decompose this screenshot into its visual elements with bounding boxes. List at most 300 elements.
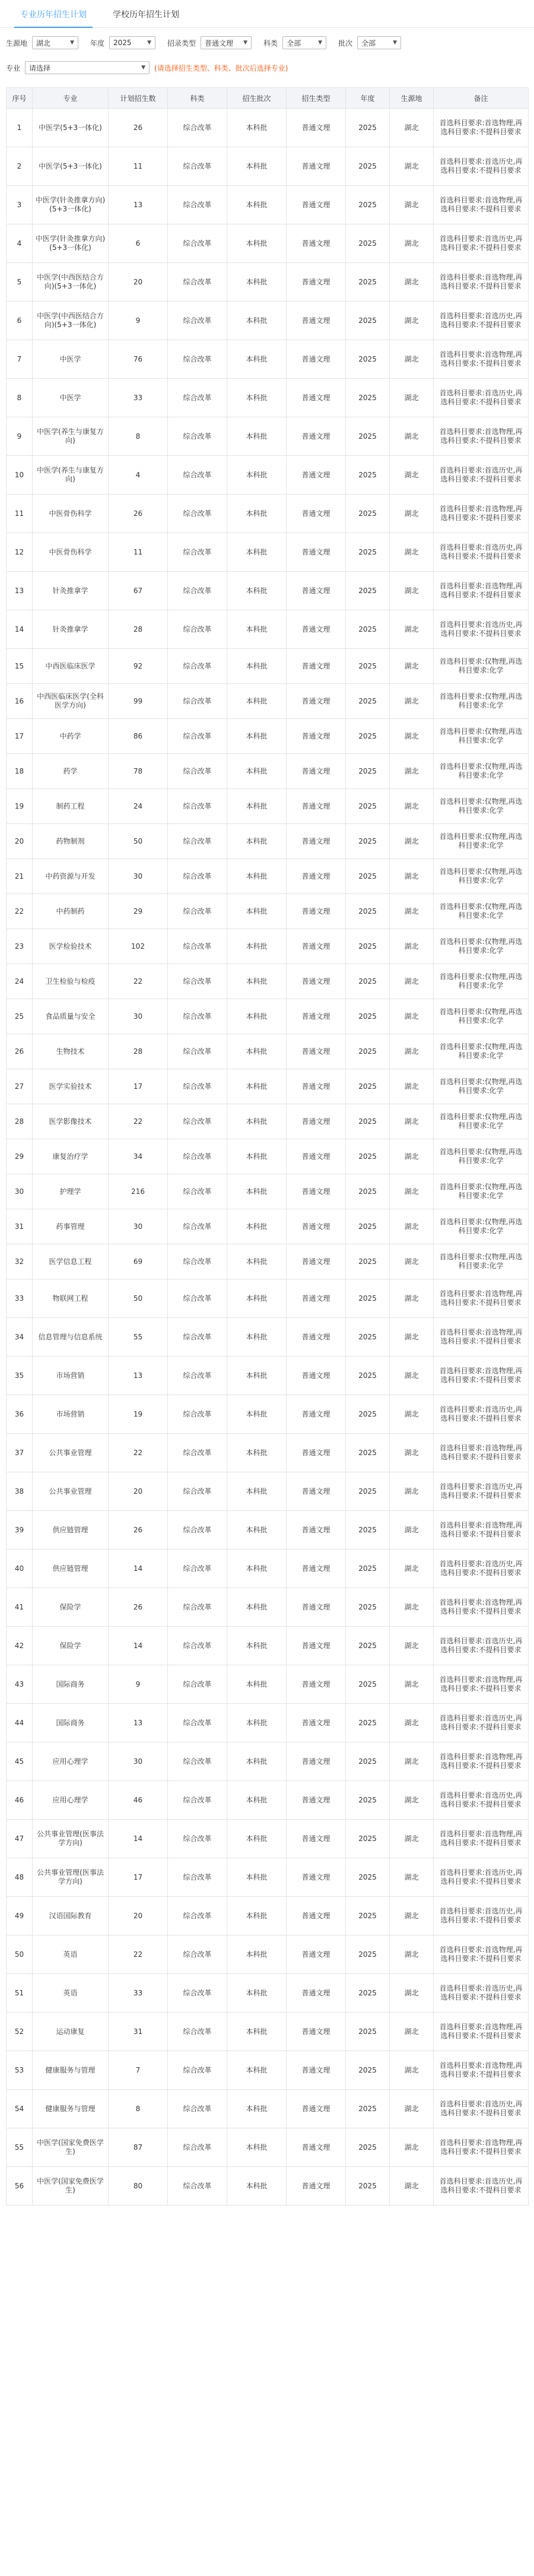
row-number: 23 [7, 929, 33, 964]
row-number: 56 [7, 2167, 33, 2206]
admission-type: 普通文理 [287, 2167, 346, 2206]
admission-type: 普通文理 [287, 1588, 346, 1627]
row-number: 15 [7, 649, 33, 684]
type-label: 招录类型 [167, 39, 196, 47]
table-row [7, 1935, 529, 1974]
admission-batch: 本科批 [227, 1209, 287, 1244]
remark: 首选科目要求:首选历史,再选科目要求:不提科目要求 [434, 1627, 529, 1665]
admission-type: 普通文理 [287, 1139, 346, 1174]
year-select[interactable] [109, 36, 155, 49]
admission-type: 普通文理 [287, 417, 346, 456]
year: 2025 [346, 2128, 390, 2167]
remark: 首选科目要求:仅物理,再选科目要求:化学 [434, 999, 529, 1034]
plan-count: 19 [109, 1395, 168, 1434]
source-region: 湖北 [390, 1820, 434, 1858]
table-row [7, 224, 529, 263]
major-name: 针灸推拿学 [33, 572, 109, 610]
row-number: 20 [7, 824, 33, 859]
admission-batch: 本科批 [227, 1434, 287, 1472]
source-region: 湖北 [390, 2167, 434, 2206]
source-region: 湖北 [390, 1742, 434, 1781]
source-region: 湖北 [390, 1034, 434, 1069]
major-name: 中医学 [33, 379, 109, 417]
remark: 首选科目要求:首选物理,再选科目要求:不提科目要求 [434, 2013, 529, 2051]
major-name: 中医骨伤科学 [33, 495, 109, 533]
chevron-down-icon: ▼ [147, 40, 152, 46]
subject-type: 综合改革 [168, 859, 227, 894]
row-number: 25 [7, 999, 33, 1034]
admission-batch: 本科批 [227, 929, 287, 964]
plan-count: 67 [109, 572, 168, 610]
remark: 首选科目要求:仅物理,再选科目要求:化学 [434, 1034, 529, 1069]
major-name: 应用心理学 [33, 1781, 109, 1820]
row-number: 17 [7, 719, 33, 754]
subject-type: 综合改革 [168, 1704, 227, 1742]
admission-batch: 本科批 [227, 1069, 287, 1104]
source-region: 湖北 [390, 224, 434, 263]
major-name: 公共事业管理(医事法学方向) [33, 1858, 109, 1897]
major-name: 运动康复 [33, 2013, 109, 2051]
row-number: 32 [7, 1244, 33, 1279]
admission-type: 普通文理 [287, 859, 346, 894]
major-name: 卫生检验与检疫 [33, 964, 109, 999]
plan-count: 14 [109, 1550, 168, 1588]
major-name: 保险学 [33, 1588, 109, 1627]
remark: 首选科目要求:首选历史,再选科目要求:不提科目要求 [434, 147, 529, 186]
plan-count: 50 [109, 1279, 168, 1318]
major-select[interactable] [25, 61, 150, 74]
tab-bar [0, 0, 534, 28]
subject-type: 综合改革 [168, 1897, 227, 1935]
source-region: 湖北 [390, 1897, 434, 1935]
subject-type: 综合改革 [168, 1974, 227, 2013]
source-region: 湖北 [390, 964, 434, 999]
admission-batch: 本科批 [227, 2090, 287, 2128]
header-col-plan: 计划招生数 [109, 88, 168, 109]
row-number: 37 [7, 1434, 33, 1472]
table-row [7, 572, 529, 610]
source-region: 湖北 [390, 649, 434, 684]
year: 2025 [346, 1209, 390, 1244]
chevron-down-icon: ▼ [243, 40, 248, 46]
major-name: 中医学 [33, 340, 109, 379]
year: 2025 [346, 1174, 390, 1209]
table-row [7, 456, 529, 495]
year: 2025 [346, 1897, 390, 1935]
remark: 首选科目要求:仅物理,再选科目要求:化学 [434, 684, 529, 719]
remark: 首选科目要求:首选物理,再选科目要求:不提科目要求 [434, 1357, 529, 1395]
admission-batch: 本科批 [227, 1034, 287, 1069]
major-name: 公共事业管理(医事法学方向) [33, 1820, 109, 1858]
row-number: 53 [7, 2051, 33, 2090]
row-number: 4 [7, 224, 33, 263]
row-number: 38 [7, 1472, 33, 1511]
source-region: 湖北 [390, 1318, 434, 1357]
admission-type: 普通文理 [287, 340, 346, 379]
remark: 首选科目要求:首选历史,再选科目要求:不提科目要求 [434, 1472, 529, 1511]
subject-type: 综合改革 [168, 649, 227, 684]
source-region: 湖北 [390, 610, 434, 649]
source-region: 湖北 [390, 894, 434, 929]
row-number: 3 [7, 186, 33, 224]
major-name: 护理学 [33, 1174, 109, 1209]
subject-type: 综合改革 [168, 2051, 227, 2090]
table-row [7, 999, 529, 1034]
table-row [7, 186, 529, 224]
remark: 首选科目要求:首选历史,再选科目要求:不提科目要求 [434, 379, 529, 417]
row-number: 22 [7, 894, 33, 929]
remark: 首选科目要求:仅物理,再选科目要求:化学 [434, 754, 529, 789]
source-region: 湖北 [390, 1627, 434, 1665]
remark: 首选科目要求:仅物理,再选科目要求:化学 [434, 964, 529, 999]
source-region: 湖北 [390, 1588, 434, 1627]
table-row [7, 1781, 529, 1820]
filter-row-major [0, 59, 534, 77]
major-name: 国际商务 [33, 1704, 109, 1742]
admission-type: 普通文理 [287, 719, 346, 754]
table-row [7, 1357, 529, 1395]
remark: 首选科目要求:首选物理,再选科目要求:不提科目要求 [434, 1935, 529, 1974]
admission-type: 普通文理 [287, 1244, 346, 1279]
admission-batch: 本科批 [227, 109, 287, 147]
remark: 首选科目要求:首选物理,再选科目要求:不提科目要求 [434, 1665, 529, 1704]
major-name: 中西医临床医学 [33, 649, 109, 684]
table-row [7, 1472, 529, 1511]
table-row [7, 719, 529, 754]
year: 2025 [346, 1858, 390, 1897]
remark: 首选科目要求:首选物理,再选科目要求:不提科目要求 [434, 1742, 529, 1781]
plan-count: 102 [109, 929, 168, 964]
tab-major-plan[interactable]: 专业历年招生计划 [7, 8, 100, 27]
subject-type: 综合改革 [168, 147, 227, 186]
subject-type: 综合改革 [168, 1858, 227, 1897]
source-region: 湖北 [390, 1935, 434, 1974]
remark: 首选科目要求:首选历史,再选科目要求:不提科目要求 [434, 1550, 529, 1588]
admission-type: 普通文理 [287, 1974, 346, 2013]
table-row [7, 2090, 529, 2128]
major-name: 中医学(中西医结合方向)(5+3一体化) [33, 263, 109, 302]
subject-type: 综合改革 [168, 1588, 227, 1627]
region-select[interactable] [32, 36, 78, 49]
year: 2025 [346, 859, 390, 894]
year: 2025 [346, 719, 390, 754]
admission-type: 普通文理 [287, 1550, 346, 1588]
source-region: 湖北 [390, 1395, 434, 1434]
admission-type: 普通文理 [287, 1858, 346, 1897]
table-row [7, 1511, 529, 1550]
year: 2025 [346, 1974, 390, 2013]
subject-type: 综合改革 [168, 894, 227, 929]
admission-batch: 本科批 [227, 1742, 287, 1781]
row-number: 14 [7, 610, 33, 649]
plan-count: 14 [109, 1820, 168, 1858]
remark: 首选科目要求:首选物理,再选科目要求:不提科目要求 [434, 1511, 529, 1550]
row-number: 24 [7, 964, 33, 999]
row-number: 39 [7, 1511, 33, 1550]
year: 2025 [346, 1318, 390, 1357]
year: 2025 [346, 417, 390, 456]
admission-batch: 本科批 [227, 859, 287, 894]
plan-count: 216 [109, 1174, 168, 1209]
table-row [7, 894, 529, 929]
subject-type: 综合改革 [168, 1665, 227, 1704]
row-number: 1 [7, 109, 33, 147]
admission-batch: 本科批 [227, 1665, 287, 1704]
source-region: 湖北 [390, 2090, 434, 2128]
plan-count: 30 [109, 859, 168, 894]
admission-batch: 本科批 [227, 1588, 287, 1627]
plan-count: 76 [109, 340, 168, 379]
table-row [7, 495, 529, 533]
source-region: 湖北 [390, 1357, 434, 1395]
remark: 首选科目要求:仅物理,再选科目要求:化学 [434, 1139, 529, 1174]
major-value: 请选择 [29, 64, 51, 72]
plan-count: 55 [109, 1318, 168, 1357]
major-hint: (请选择招生类型、科类、批次后选择专业) [154, 64, 288, 72]
year: 2025 [346, 684, 390, 719]
row-number: 47 [7, 1820, 33, 1858]
table-row [7, 302, 529, 340]
row-number: 26 [7, 1034, 33, 1069]
tab-school-plan[interactable]: 学校历年招生计划 [113, 10, 179, 20]
major-name: 中医学(中西医结合方向)(5+3一体化) [33, 302, 109, 340]
remark: 首选科目要求:仅物理,再选科目要求:化学 [434, 824, 529, 859]
plan-count: 14 [109, 1627, 168, 1665]
row-number: 29 [7, 1139, 33, 1174]
remark: 首选科目要求:首选物理,再选科目要求:不提科目要求 [434, 2128, 529, 2167]
plan-count: 87 [109, 2128, 168, 2167]
table-row [7, 147, 529, 186]
admission-type: 普通文理 [287, 824, 346, 859]
year: 2025 [346, 224, 390, 263]
year: 2025 [346, 1279, 390, 1318]
subject-type: 综合改革 [168, 1139, 227, 1174]
subject-type: 综合改革 [168, 456, 227, 495]
table-row [7, 1174, 529, 1209]
batch-label: 批次 [338, 39, 353, 47]
plan-count: 13 [109, 1357, 168, 1395]
source-region: 湖北 [390, 1781, 434, 1820]
table-row [7, 533, 529, 572]
remark: 首选科目要求:仅物理,再选科目要求:化学 [434, 1209, 529, 1244]
source-region: 湖北 [390, 2128, 434, 2167]
row-number: 41 [7, 1588, 33, 1627]
subject-type: 综合改革 [168, 533, 227, 572]
table-row [7, 109, 529, 147]
source-region: 湖北 [390, 1139, 434, 1174]
source-region: 湖北 [390, 572, 434, 610]
header-col-major: 专业 [33, 88, 109, 109]
subject-type: 综合改革 [168, 340, 227, 379]
admission-type: 普通文理 [287, 1069, 346, 1104]
admission-batch: 本科批 [227, 684, 287, 719]
admission-type: 普通文理 [287, 894, 346, 929]
table-row [7, 684, 529, 719]
subject-type: 综合改革 [168, 1820, 227, 1858]
source-region: 湖北 [390, 824, 434, 859]
admission-batch: 本科批 [227, 964, 287, 999]
plan-count: 26 [109, 109, 168, 147]
year-value: 2025 [113, 39, 132, 47]
admission-type: 普通文理 [287, 1472, 346, 1511]
subject-type: 综合改革 [168, 572, 227, 610]
row-number: 31 [7, 1209, 33, 1244]
plan-count: 31 [109, 2013, 168, 2051]
remark: 首选科目要求:仅物理,再选科目要求:化学 [434, 1104, 529, 1139]
row-number: 44 [7, 1704, 33, 1742]
admission-type: 普通文理 [287, 1434, 346, 1472]
admission-batch: 本科批 [227, 999, 287, 1034]
major-name: 药物制剂 [33, 824, 109, 859]
year: 2025 [346, 1069, 390, 1104]
plan-count: 33 [109, 379, 168, 417]
batch-select[interactable] [357, 36, 401, 49]
subject-select[interactable] [282, 36, 326, 49]
plan-count: 30 [109, 999, 168, 1034]
year: 2025 [346, 1034, 390, 1069]
admission-batch: 本科批 [227, 533, 287, 572]
plan-count: 28 [109, 610, 168, 649]
plan-table-container [0, 87, 534, 2206]
batch-value: 全部 [361, 39, 376, 47]
row-number: 34 [7, 1318, 33, 1357]
row-number: 55 [7, 2128, 33, 2167]
source-region: 湖北 [390, 1069, 434, 1104]
filter-row-primary [0, 34, 534, 52]
row-number: 40 [7, 1550, 33, 1588]
table-row [7, 2051, 529, 2090]
major-name: 医学实验技术 [33, 1069, 109, 1104]
plan-count: 20 [109, 263, 168, 302]
table-row [7, 789, 529, 824]
remark: 首选科目要求:首选物理,再选科目要求:不提科目要求 [434, 417, 529, 456]
major-name: 应用心理学 [33, 1742, 109, 1781]
major-name: 英语 [33, 1935, 109, 1974]
plan-count: 11 [109, 147, 168, 186]
plan-count: 11 [109, 533, 168, 572]
admission-type: 普通文理 [287, 999, 346, 1034]
major-name: 中医学(5+3一体化) [33, 147, 109, 186]
year: 2025 [346, 1104, 390, 1139]
major-name: 健康服务与管理 [33, 2051, 109, 2090]
major-name: 中西医临床医学(全科医学方向) [33, 684, 109, 719]
admission-batch: 本科批 [227, 1139, 287, 1174]
subject-type: 综合改革 [168, 684, 227, 719]
row-number: 6 [7, 302, 33, 340]
chevron-down-icon: ▼ [141, 65, 146, 71]
subject-type: 综合改革 [168, 824, 227, 859]
admission-type: 普通文理 [287, 263, 346, 302]
major-label: 专业 [6, 64, 21, 72]
plan-count: 22 [109, 1434, 168, 1472]
subject-type: 综合改革 [168, 1434, 227, 1472]
year: 2025 [346, 649, 390, 684]
subject-type: 综合改革 [168, 495, 227, 533]
admission-batch: 本科批 [227, 572, 287, 610]
plan-count: 29 [109, 894, 168, 929]
plan-count: 22 [109, 1104, 168, 1139]
table-row [7, 1139, 529, 1174]
table-row [7, 1820, 529, 1858]
admission-batch: 本科批 [227, 302, 287, 340]
admission-type: 普通文理 [287, 929, 346, 964]
admission-type: 普通文理 [287, 1781, 346, 1820]
major-name: 信息管理与信息系统 [33, 1318, 109, 1357]
header-col-type: 招生类型 [287, 88, 346, 109]
table-row [7, 1665, 529, 1704]
table-row [7, 1974, 529, 2013]
year: 2025 [346, 1781, 390, 1820]
admission-batch: 本科批 [227, 1550, 287, 1588]
admission-batch: 本科批 [227, 1820, 287, 1858]
row-number: 5 [7, 263, 33, 302]
admission-type: 普通文理 [287, 2051, 346, 2090]
subject-type: 综合改革 [168, 789, 227, 824]
major-name: 中医骨伤科学 [33, 533, 109, 572]
admission-batch: 本科批 [227, 379, 287, 417]
source-region: 湖北 [390, 533, 434, 572]
row-number: 11 [7, 495, 33, 533]
admission-type: 普通文理 [287, 456, 346, 495]
table-row [7, 1627, 529, 1665]
plan-count: 20 [109, 1472, 168, 1511]
subject-type: 综合改革 [168, 964, 227, 999]
region-value: 湖北 [36, 39, 51, 47]
major-name: 供应链管理 [33, 1511, 109, 1550]
admission-type: 普通文理 [287, 1279, 346, 1318]
admission-type: 普通文理 [287, 224, 346, 263]
remark: 首选科目要求:首选物理,再选科目要求:不提科目要求 [434, 186, 529, 224]
remark: 首选科目要求:仅物理,再选科目要求:化学 [434, 859, 529, 894]
row-number: 49 [7, 1897, 33, 1935]
subject-type: 综合改革 [168, 2167, 227, 2206]
year: 2025 [346, 2167, 390, 2206]
admission-type: 普通文理 [287, 379, 346, 417]
source-region: 湖北 [390, 1279, 434, 1318]
plan-count: 26 [109, 1511, 168, 1550]
plan-count: 13 [109, 186, 168, 224]
remark: 首选科目要求:首选历史,再选科目要求:不提科目要求 [434, 533, 529, 572]
admission-batch: 本科批 [227, 649, 287, 684]
source-region: 湖北 [390, 859, 434, 894]
remark: 首选科目要求:首选物理,再选科目要求:不提科目要求 [434, 2051, 529, 2090]
major-name: 公共事业管理 [33, 1434, 109, 1472]
table-row [7, 1704, 529, 1742]
table-row [7, 1104, 529, 1139]
admission-type: 普通文理 [287, 684, 346, 719]
subject-type: 综合改革 [168, 263, 227, 302]
year: 2025 [346, 186, 390, 224]
header-col-subject: 科类 [168, 88, 227, 109]
admission-batch: 本科批 [227, 1357, 287, 1395]
subject-type: 综合改革 [168, 109, 227, 147]
year: 2025 [346, 379, 390, 417]
admission-batch: 本科批 [227, 824, 287, 859]
admission-batch: 本科批 [227, 1395, 287, 1434]
source-region: 湖北 [390, 789, 434, 824]
type-select[interactable] [201, 36, 252, 49]
row-number: 33 [7, 1279, 33, 1318]
subject-type: 综合改革 [168, 1104, 227, 1139]
year: 2025 [346, 824, 390, 859]
table-row [7, 340, 529, 379]
subject-type: 综合改革 [168, 1034, 227, 1069]
admission-type: 普通文理 [287, 2013, 346, 2051]
year: 2025 [346, 1139, 390, 1174]
year: 2025 [346, 1395, 390, 1434]
major-name: 保险学 [33, 1627, 109, 1665]
year: 2025 [346, 1550, 390, 1588]
